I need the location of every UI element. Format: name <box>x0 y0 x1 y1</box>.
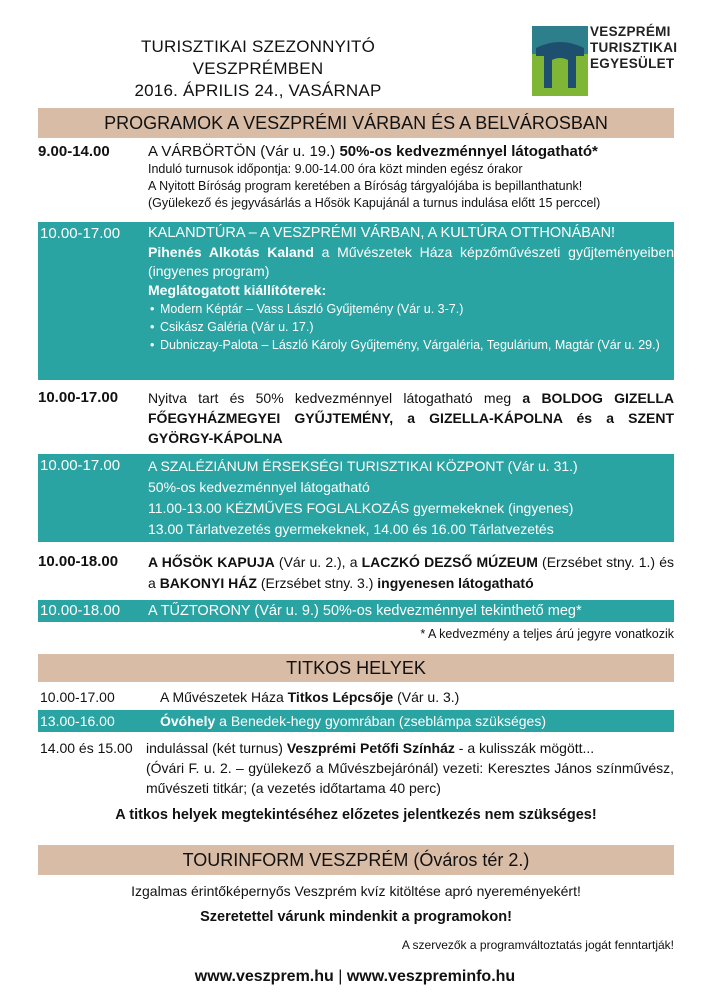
workshop-text: 11.00-13.00 KÉZMŰVES FOGLALKOZÁS gyermekeknek (ingyenes) <box>148 500 574 516</box>
secret-place-theatre <box>38 738 674 800</box>
venue-address: (Erzsébet stny. 1.) és a <box>148 554 675 591</box>
time: 13.00-16.00 <box>40 713 115 729</box>
venue-name: A SZALÉZIÁNUM ÉRSEKSÉGI TURISZTIKAI KÖZPONT <box>148 458 504 474</box>
program-text: - a kulisszák mögött... <box>458 740 595 756</box>
discount-footnote: * A kedvezmény a teljes árú jegyre vonatkozik <box>420 627 674 641</box>
venue-address: (Erzsébet stny. 3.) <box>260 575 374 591</box>
section-heading-tourinform: TOURINFORM VESZPRÉM (Óváros tér 2.) <box>38 845 674 875</box>
program-title: KALANDTÚRA – A VESZPRÉMI VÁRBAN, A KULTÚRA OTTHONÁBAN! <box>148 225 616 241</box>
detail-line: Induló turnusok időpontja: 9.00-14.00 óra közt minden egész órakor <box>148 162 523 176</box>
time: 10.00-17.00 <box>40 225 121 242</box>
time: 14.00 és 15.00 <box>40 740 133 756</box>
venue-address: (Vár u. 2.), a <box>278 554 358 570</box>
time: 10.00-17.00 <box>40 689 115 705</box>
page-title <box>78 36 438 102</box>
venue-address: (Vár u. 31.) <box>507 458 578 474</box>
time: 10.00-17.00 <box>38 389 119 406</box>
time: 10.00-18.00 <box>40 602 121 619</box>
free-entry-text: ingyenesen látogatható <box>377 575 534 591</box>
logo-line-3: EGYESÜLET <box>590 56 675 71</box>
title-line-1: TURISZTIKAI SZEZONNYITÓ VESZPRÉMBEN <box>140 37 376 78</box>
quiz-text: Izgalmas érintőképernyős Veszprém kvíz kitöltése apró nyereményekért! <box>131 883 581 899</box>
secret-place-shelter <box>38 710 674 732</box>
list-item: • Modern Képtár – Vass László Gyűjtemény (Vár u. 3-7.) <box>148 300 674 318</box>
tour-details: (Óvári F. u. 2. – gyülekező a Művészbejárónál) vezeti: Keresztes János színművész, művészeti titkár; (a vezetés időtartama 40 perc) <box>146 760 674 796</box>
tour-text: 13.00 Tárlatvezetés gyermekeknek, 14.00 és 16.00 Tárlatvezetés <box>148 521 554 537</box>
program-tuztorony <box>38 600 674 622</box>
list-item: • Dubniczay-Palota – László Károly Gyűjtemény, Várgaléria, Tegulárium, Magtár (Vár u. 29.) <box>148 336 674 354</box>
program-gizella <box>38 388 674 450</box>
exhibit-list <box>148 300 674 354</box>
venue-address: (Vár u. 9.) <box>254 603 319 619</box>
discount-text: 50%-os kedvezménnyel látogatható* <box>339 143 598 160</box>
program-lead: Pihenés Alkotás Kaland <box>148 244 314 260</box>
website-link[interactable]: www.veszprem.hu <box>194 968 334 985</box>
section-heading-programs: PROGRAMOK A VESZPRÉMI VÁRBAN ÉS A BELVÁROSBAN <box>38 108 674 138</box>
list-item: • Csikász Galéria (Vár u. 17.) <box>148 318 674 336</box>
link-separator: | <box>338 968 343 985</box>
venue-name: A HŐSÖK KAPUJA <box>148 554 275 570</box>
venue-address: (Vár u. 19.) <box>260 143 336 160</box>
logo-line-1: VESZPRÉMI <box>590 24 671 39</box>
venue-name: Óvóhely <box>160 713 216 729</box>
secret-place-staircase <box>38 686 674 708</box>
disclaimer: A szervezők a programváltoztatás jogát fenntartják! <box>401 938 674 952</box>
venue-name: a BOLDOG GIZELLA FŐEGYHÁZMEGYEI GYŰJTEMÉNY, a GIZELLA-KÁPOLNA és a SZENT GYÖRGY-KÁPOLNA <box>148 390 675 446</box>
program-varborton <box>38 142 674 222</box>
program-text: a Művészetek Háza képzőművészeti gyűjteményeiben (ingyenes program) <box>148 244 675 279</box>
program-text: a Benedek-hegy gyomrában (zseblámpa szükséges) <box>219 713 546 729</box>
program-hosok-kapuja <box>38 552 674 596</box>
discount-text: 50%-os kedvezménnyel tekinthető meg* <box>322 603 582 619</box>
venue-name: Titkos Lépcsője <box>287 689 394 705</box>
detail-line: (Gyülekező és jegyvásárlás a Hősök Kapujánál a turnus indulása előtt 15 perccel) <box>148 196 601 210</box>
program-kalandtura <box>38 222 674 380</box>
time: 9.00-14.00 <box>38 143 110 160</box>
time: 10.00-18.00 <box>38 553 119 570</box>
exhibits-heading: Meglátogatott kiállítóterek: <box>148 282 327 298</box>
title-line-2: 2016. ÁPRILIS 24., VASÁRNAP <box>134 81 382 100</box>
venue-name: LACZKÓ DEZSŐ MÚZEUM <box>361 554 538 570</box>
venue-name: BAKONYI HÁZ <box>159 575 257 591</box>
program-text: Nyitva tart és 50% kedvezménnyel látogatható meg <box>148 390 512 406</box>
venue-address: (Vár u. 3.) <box>397 689 460 705</box>
venue-name: A VÁRBÖRTÖN <box>148 143 257 160</box>
venue-name: A TŰZTORONY <box>148 603 251 619</box>
section-heading-secret-places: TITKOS HELYEK <box>38 654 674 682</box>
website-link[interactable]: www.veszpreminfo.hu <box>346 968 516 985</box>
time: 10.00-17.00 <box>40 457 121 474</box>
program-szalezianum <box>38 454 674 542</box>
program-text: indulással (két turnus) <box>146 740 283 756</box>
discount-text: 50%-os kedvezménnyel látogatható <box>148 479 370 495</box>
program-text: A Művészetek Háza <box>160 689 284 705</box>
venue-name: Veszprémi Petőfi Színház <box>286 740 455 756</box>
bridge-logo-icon <box>532 26 588 96</box>
detail-line: A Nyitott Bíróság program keretében a Bíróság tárgyalójába is bepillanthatunk! <box>148 179 583 193</box>
footer-links <box>0 968 710 986</box>
logo <box>532 26 682 96</box>
logo-line-2: TURISZTIKAI <box>590 40 678 55</box>
welcome-text: Szeretettel várunk mindenkit a programokon! <box>200 909 512 925</box>
registration-note: A titkos helyek megtekintéséhez előzetes jelentkezés nem szükséges! <box>115 807 597 823</box>
logo-text <box>590 24 677 72</box>
